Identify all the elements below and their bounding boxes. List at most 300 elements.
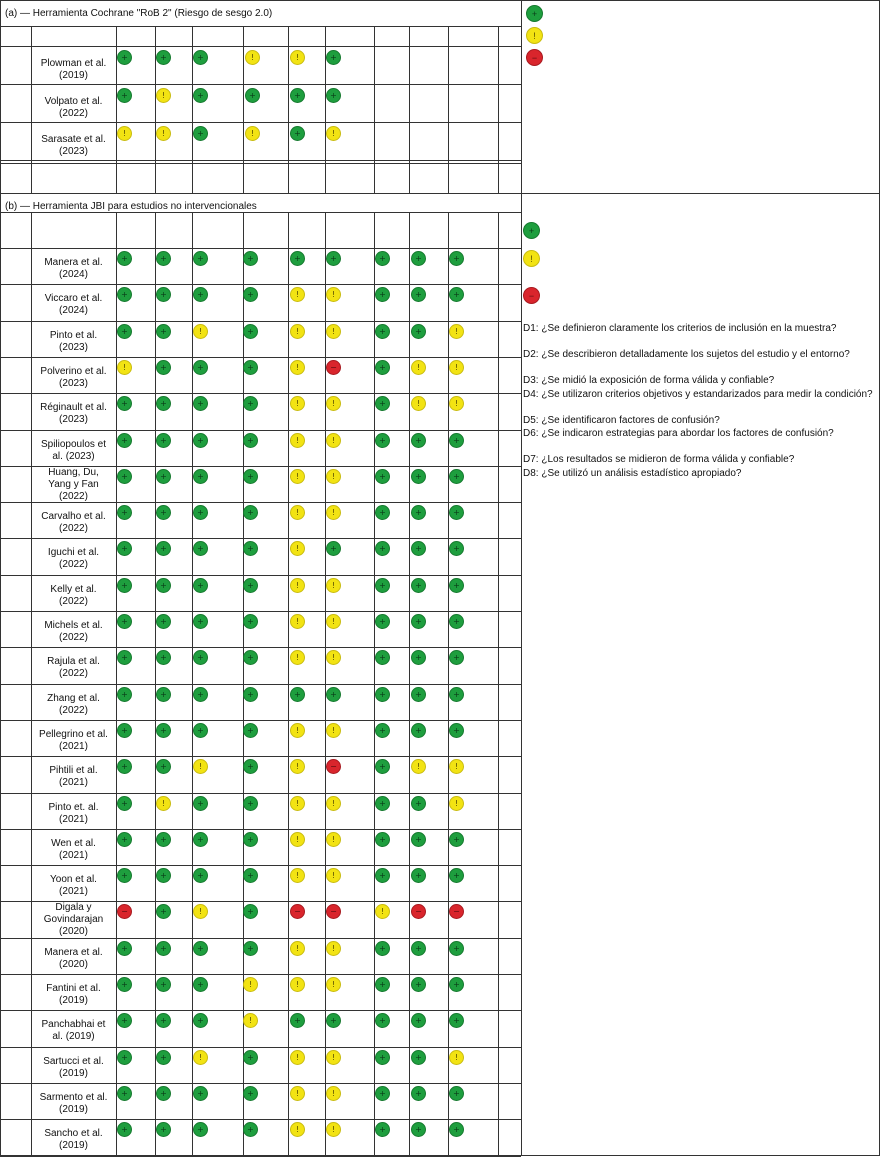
jbi-dot-some: ! [290,650,305,665]
grid-line [0,611,521,612]
jbi-dot-low: + [193,505,208,520]
jbi-dot-some: ! [193,1050,208,1065]
grid-line [325,26,326,193]
rob-dot-some: ! [156,88,171,103]
jbi-dot-global-low: + [449,251,464,266]
study-name: Panchabhai et al. (2019) [41,1019,106,1043]
jbi-dot-global-some: ! [449,396,464,411]
jbi-dot-low: + [375,687,390,702]
grid-line [0,393,521,394]
legend-dot-low: + [526,5,543,22]
jbi-dot-global-low: + [449,832,464,847]
jbi-dot-low: + [411,1013,426,1028]
jbi-dot-low: + [243,324,258,339]
jbi-dot-low: + [243,1086,258,1101]
jbi-dot-low: + [375,977,390,992]
jbi-dot-low: + [193,578,208,593]
jbi-dot-low: + [375,469,390,484]
jbi-dot-some: ! [326,1086,341,1101]
jbi-dot-low: + [411,650,426,665]
jbi-dot-global-some: ! [449,324,464,339]
jbi-dot-some: ! [290,324,305,339]
jbi-dot-some: ! [326,941,341,956]
jbi-dot-low: + [156,251,171,266]
jbi-dot-low: + [156,541,171,556]
jbi-dot-some: ! [290,396,305,411]
jbi-dot-low: + [243,868,258,883]
jbi-dot-low: + [193,396,208,411]
study-name: Pinto et al. (2023) [49,329,98,353]
study-name: Manera et al. (2020) [44,946,103,970]
jbi-dot-low: + [156,650,171,665]
jbi-dot-low: + [375,832,390,847]
jbi-dot-high: − [326,759,341,774]
jbi-dot-low: + [243,1122,258,1137]
jbi-dot-low: + [156,723,171,738]
jbi-dot-low: + [375,396,390,411]
domain-definition: D8: ¿Se utilizó un análisis estadístico apropiado? [523,467,742,479]
jbi-dot-some: ! [326,396,341,411]
grid-line [0,1047,521,1048]
jbi-dot-low: + [117,650,132,665]
grid-line [325,212,326,1156]
legend-dot-some: ! [523,250,540,267]
jbi-dot-low: + [243,287,258,302]
legend-dot-low: + [523,222,540,239]
jbi-dot-low: + [156,868,171,883]
jbi-dot-global-high: − [449,904,464,919]
jbi-dot-some: ! [290,1086,305,1101]
jbi-dot-low: + [243,759,258,774]
grid-line [409,26,410,193]
grid-line [374,212,375,1156]
grid-line [0,284,521,285]
jbi-dot-low: + [375,1013,390,1028]
jbi-dot-low: + [411,1122,426,1137]
jbi-dot-low: + [156,759,171,774]
jbi-dot-low: + [411,687,426,702]
jbi-dot-low: + [375,360,390,375]
jbi-dot-low: + [243,687,258,702]
jbi-dot-some: ! [411,759,426,774]
rob-dot-some: ! [117,126,132,141]
grid-line [0,212,521,213]
jbi-dot-low: + [411,578,426,593]
jbi-dot-some: ! [326,1122,341,1137]
rob-dot-low: + [193,50,208,65]
jbi-dot-low: + [193,832,208,847]
grid-line [0,26,1,193]
jbi-dot-some: ! [193,324,208,339]
jbi-dot-low: + [193,360,208,375]
jbi-dot-low: + [117,541,132,556]
study-name: Wen et al. (2021) [51,837,96,861]
grid-line [0,357,521,358]
rob-dot-low: + [156,50,171,65]
jbi-dot-low: + [193,977,208,992]
jbi-dot-low: + [375,650,390,665]
jbi-dot-low: + [326,687,341,702]
jbi-dot-high: − [290,904,305,919]
jbi-dot-high: − [326,360,341,375]
jbi-dot-low: + [156,1013,171,1028]
jbi-dot-global-low: + [449,868,464,883]
grid-line [448,26,449,193]
jbi-dot-some: ! [290,578,305,593]
jbi-dot-low: + [411,541,426,556]
jbi-dot-low: + [375,759,390,774]
jbi-dot-low: + [243,360,258,375]
jbi-dot-low: + [193,469,208,484]
jbi-dot-global-low: + [449,433,464,448]
jbi-dot-global-low: + [449,287,464,302]
grid-line [0,46,521,47]
jbi-dot-low: + [117,505,132,520]
jbi-dot-some: ! [290,723,305,738]
jbi-dot-low: + [243,904,258,919]
jbi-dot-global-low: + [449,578,464,593]
jbi-dot-some: ! [290,868,305,883]
jbi-dot-low: + [375,723,390,738]
jbi-dot-low: + [117,723,132,738]
jbi-dot-low: + [375,614,390,629]
jbi-dot-low: + [156,1122,171,1137]
jbi-dot-low: + [243,723,258,738]
grid-line [521,0,522,193]
study-name: Manera et al. (2024) [44,257,103,280]
jbi-dot-low: + [117,941,132,956]
grid-line [288,26,289,193]
grid-line [498,212,499,1156]
jbi-dot-low: + [193,941,208,956]
jbi-dot-low: + [411,723,426,738]
jbi-dot-low: + [375,1086,390,1101]
jbi-dot-some: ! [193,759,208,774]
jbi-dot-low: + [243,796,258,811]
study-name: Sancho et al. (2019) [44,1128,103,1152]
jbi-dot-low: + [326,251,341,266]
grid-line [0,538,521,539]
jbi-dot-low: + [411,796,426,811]
rob-dot-low: + [193,126,208,141]
section-a-title: (a) — Herramienta Cochrane "RoB 2" (Riesgo de sesgo 2.0) [5,8,273,19]
grid-line [0,829,521,830]
jbi-dot-low: + [375,505,390,520]
rob-dot-global-some: ! [326,126,341,141]
jbi-dot-some: ! [411,396,426,411]
jbi-dot-some: ! [290,614,305,629]
jbi-dot-high: − [326,904,341,919]
jbi-dot-low: + [411,469,426,484]
section-b-title: (b) — Herramienta JBI para estudios no intervencionales [5,201,257,212]
grid-line [0,647,521,648]
jbi-dot-low: + [375,941,390,956]
jbi-dot-low: + [193,433,208,448]
jbi-dot-low: + [156,1086,171,1101]
jbi-dot-low: + [375,1122,390,1137]
grid-line [155,26,156,193]
jbi-dot-some: ! [117,360,132,375]
jbi-dot-low: + [117,469,132,484]
jbi-dot-global-low: + [449,650,464,665]
jbi-dot-low: + [117,1013,132,1028]
jbi-dot-low: + [375,287,390,302]
study-name: Plowman et al. (2019) [40,58,107,81]
jbi-dot-some: ! [375,904,390,919]
jbi-dot-low: + [290,1013,305,1028]
jbi-dot-some: ! [193,904,208,919]
jbi-dot-low: + [411,324,426,339]
domain-definition: D1: ¿Se definieron claramente los criterios de inclusión en la muestra? [523,323,837,334]
jbi-dot-low: + [193,1013,208,1028]
jbi-dot-low: + [375,541,390,556]
jbi-dot-low: + [117,1050,132,1065]
grid-line [0,720,521,721]
legend-dot-high: − [523,287,540,304]
jbi-dot-global-low: + [449,505,464,520]
jbi-dot-low: + [117,1122,132,1137]
study-name: Réginault et al. (2023) [40,402,107,426]
legend-dot-high: − [526,49,543,66]
grid-line [0,974,521,975]
grid-line [409,212,410,1156]
jbi-dot-low: + [411,505,426,520]
jbi-dot-some: ! [326,287,341,302]
study-name: Huang, Du, Yang y Fan (2022) [48,466,99,502]
jbi-dot-low: + [243,832,258,847]
jbi-dot-low: + [156,324,171,339]
jbi-dot-low: + [156,904,171,919]
grid-line [0,122,521,123]
jbi-dot-low: + [411,287,426,302]
jbi-dot-some: ! [290,832,305,847]
jbi-dot-low: + [243,433,258,448]
jbi-dot-low: + [156,469,171,484]
jbi-dot-global-low: + [449,541,464,556]
jbi-dot-low: + [411,977,426,992]
jbi-dot-low: + [117,1086,132,1101]
jbi-dot-low: + [156,578,171,593]
domain-definition: D5: ¿Se identificaron factores de confusión? [523,414,720,426]
jbi-dot-low: + [411,433,426,448]
jbi-dot-low: + [117,687,132,702]
jbi-dot-low: + [243,469,258,484]
rob-dot-low: + [193,88,208,103]
jbi-dot-low: + [411,1050,426,1065]
jbi-dot-some: ! [326,796,341,811]
grid-line [31,212,32,1156]
rob-dot-low: + [245,88,260,103]
study-name: Sarmento et al. (2019) [39,1091,108,1115]
jbi-dot-some: ! [290,287,305,302]
study-name: Iguchi et al. (2022) [47,547,100,571]
rob-dot-global-low: + [326,50,341,65]
jbi-dot-low: + [193,614,208,629]
jbi-dot-global-low: + [449,977,464,992]
grid-line [116,26,117,193]
jbi-dot-some: ! [326,650,341,665]
jbi-dot-low: + [243,396,258,411]
jbi-dot-low: + [243,1050,258,1065]
jbi-dot-some: ! [290,505,305,520]
jbi-dot-low: + [243,541,258,556]
jbi-dot-low: + [243,251,258,266]
jbi-dot-low: + [156,360,171,375]
study-name: Polverino et al. (2023) [40,365,107,389]
jbi-dot-global-low: + [449,1122,464,1137]
grid-line [243,212,244,1156]
grid-line [0,1010,521,1011]
jbi-dot-low: + [117,324,132,339]
jbi-dot-low: + [117,977,132,992]
domain-definition: D3: ¿Se midió la exposición de forma válida y confiable? [523,375,775,386]
grid-line [243,26,244,193]
grid-line [0,160,521,161]
jbi-dot-low: + [243,614,258,629]
jbi-dot-low: + [117,759,132,774]
jbi-dot-low: + [117,578,132,593]
jbi-dot-global-some: ! [449,759,464,774]
domain-definition: D4: ¿Se utilizaron criterios objetivos y estandarizados para medir la condición? [523,388,873,400]
rob-dot-some: ! [245,126,260,141]
grid-line [0,0,880,1]
jbi-dot-global-some: ! [449,1050,464,1065]
domain-definition: D6: ¿Se indicaron estrategias para abordar los factores de confusión? [523,428,834,439]
jbi-dot-low: + [411,614,426,629]
grid-line [0,756,521,757]
jbi-dot-global-low: + [449,723,464,738]
jbi-dot-some: ! [326,433,341,448]
jbi-dot-some: ! [156,796,171,811]
jbi-dot-low: + [156,614,171,629]
jbi-dot-low: + [243,941,258,956]
jbi-dot-low: + [193,251,208,266]
jbi-dot-some: ! [290,541,305,556]
grid-line [0,575,521,576]
grid-line [0,793,521,794]
jbi-dot-some: ! [290,796,305,811]
jbi-dot-low: + [156,941,171,956]
jbi-dot-low: + [193,1122,208,1137]
rob-dot-low: + [290,88,305,103]
jbi-dot-some: ! [290,977,305,992]
jbi-dot-high: − [117,904,132,919]
jbi-dot-low: + [411,832,426,847]
jbi-dot-some: ! [243,977,258,992]
jbi-dot-some: ! [326,868,341,883]
jbi-dot-low: + [375,324,390,339]
jbi-dot-high: − [411,904,426,919]
jbi-dot-low: + [156,505,171,520]
jbi-dot-low: + [243,650,258,665]
jbi-dot-low: + [117,796,132,811]
jbi-dot-low: + [193,650,208,665]
jbi-dot-low: + [411,251,426,266]
grid-line [0,248,521,249]
jbi-dot-some: ! [290,1122,305,1137]
grid-line [498,26,499,193]
jbi-dot-low: + [156,287,171,302]
study-name: Pellegrino et al. (2021) [39,728,108,752]
jbi-dot-low: + [117,832,132,847]
jbi-dot-some: ! [290,433,305,448]
jbi-dot-low: + [117,433,132,448]
grid-line [0,865,521,866]
jbi-dot-some: ! [326,1050,341,1065]
study-name: Zhang et al. (2022) [47,692,100,716]
study-name: Volpato et al. (2022) [44,96,103,119]
jbi-dot-low: + [156,977,171,992]
domain-definition: D2: ¿Se describieron detalladamente los sujetos del estudio y el entorno? [523,349,850,360]
jbi-dot-low: + [375,1050,390,1065]
grid-line [0,1119,521,1120]
jbi-dot-global-some: ! [449,360,464,375]
study-name: Pihtili et al. (2021) [49,765,98,789]
jbi-dot-some: ! [326,324,341,339]
study-name: Carvalho et al. (2022) [41,511,106,535]
jbi-dot-low: + [156,433,171,448]
jbi-dot-some: ! [290,941,305,956]
study-name: Pinto et. al. (2021) [48,801,99,825]
jbi-dot-low: + [193,687,208,702]
jbi-dot-low: + [375,578,390,593]
jbi-dot-global-some: ! [449,796,464,811]
grid-line [0,26,521,27]
jbi-dot-some: ! [290,759,305,774]
rob-dot-some: ! [290,50,305,65]
jbi-dot-low: + [156,1050,171,1065]
grid-line [448,212,449,1156]
grid-line [0,193,880,194]
jbi-dot-low: + [193,723,208,738]
jbi-dot-low: + [243,578,258,593]
jbi-dot-some: ! [411,360,426,375]
grid-line [521,193,522,1156]
jbi-dot-low: + [193,287,208,302]
study-name: Michels et al. (2022) [44,620,103,643]
jbi-dot-some: ! [290,469,305,484]
jbi-dot-some: ! [290,1050,305,1065]
jbi-dot-some: ! [326,505,341,520]
grid-line [0,84,521,85]
legend-dot-some: ! [526,27,543,44]
study-name: Sarasate et al. (2023) [41,134,106,157]
study-name: Rajula et al. (2022) [47,656,100,680]
grid-line [116,212,117,1156]
domain-definition: D7: ¿Los resultados se midieron de forma válida y confiable? [523,454,795,465]
jbi-dot-low: + [290,687,305,702]
jbi-dot-low: + [193,796,208,811]
study-name: Kelly et al. (2022) [50,583,97,607]
rob-dot-low: + [117,88,132,103]
jbi-dot-low: + [117,396,132,411]
jbi-dot-global-low: + [449,941,464,956]
jbi-dot-low: + [156,396,171,411]
jbi-dot-low: + [375,433,390,448]
study-name: Digala y Govindarajan (2020) [43,902,104,938]
study-name: Spiliopoulos et al. (2023) [40,438,107,462]
jbi-dot-global-low: + [449,1086,464,1101]
jbi-dot-low: + [193,541,208,556]
jbi-dot-low: + [326,1013,341,1028]
grid-line [0,1083,521,1084]
jbi-dot-some: ! [243,1013,258,1028]
study-name: Viccaro et al. (2024) [44,293,103,317]
grid-line [0,430,521,431]
jbi-dot-global-low: + [449,614,464,629]
jbi-dot-low: + [193,1086,208,1101]
grid-line [0,321,521,322]
